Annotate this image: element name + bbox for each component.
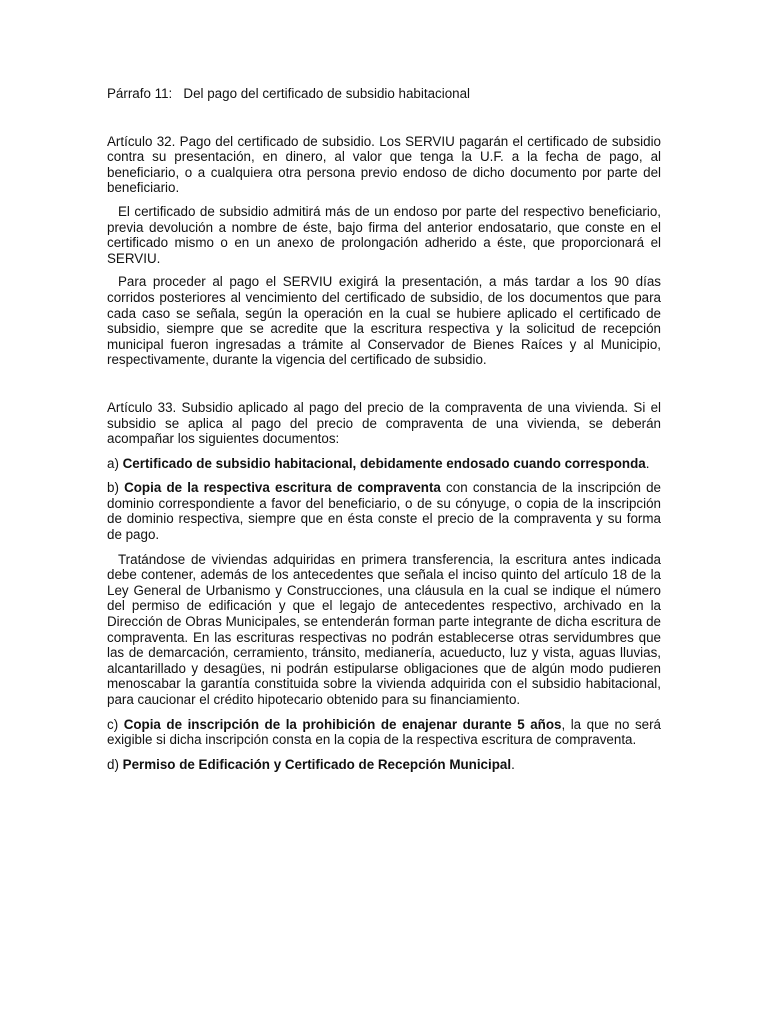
- article-33-item-c: [107, 717, 661, 748]
- item-a-bold-text: Certificado de subsidio habitacional, debidamente endosado cuando corresponda: [122, 455, 646, 471]
- document-body: [107, 86, 661, 772]
- article-33-intro: Artículo 33. Subsidio aplicado al pago del precio de la compraventa de una vivienda. Si el subsidio se aplica al pago del precio de compraventa de una vivienda, se deberán acompañar los siguientes documentos:: [107, 399, 661, 447]
- article-32-paragraph-2: El certificado de subsidio admitirá más de un endoso por parte del respectivo beneficiario, previa devolución a nombre de éste, bajo firma del anterior endosatario, que conste en el certificado mismo o en un anexo de prolongación adherido a éste, que proporcionará el SERVIU.: [107, 203, 661, 266]
- item-c-prefix: c): [107, 716, 124, 732]
- item-d-prefix: d): [107, 756, 123, 772]
- item-b-rest: con constancia de la inscripción de dominio correspondiente a favor del beneficiario, o de su cónyuge, o copia de la inscripción de dominio respectiva, siempre que en ésta conste el precio de la compraventa y su forma de pago.: [107, 480, 661, 543]
- item-c-bold-text: Copia de inscripción de la prohibición de enajenar durante 5 años: [123, 716, 562, 732]
- article-33-item-b: [107, 480, 661, 542]
- item-c-rest: , la que no será exigible si dicha inscripción consta en la copia de la respectiva escritura de compraventa.: [107, 716, 661, 748]
- spacer: [107, 471, 661, 480]
- item-b-prefix: b): [107, 480, 125, 496]
- item-d-bold-text: Permiso de Edificación y Certificado de Recepción Municipal: [122, 756, 512, 772]
- section-heading: Párrafo 11: Del pago del certificado de subsidio habitacional: [107, 86, 471, 101]
- spacer: [107, 266, 661, 274]
- article-33-item-d: [107, 757, 661, 773]
- item-b-bold-text: Copia de la respectiva escritura de compraventa: [124, 480, 441, 496]
- spacer: [107, 748, 661, 757]
- article-32-paragraph-1: Artículo 32. Pago del certificado de subsidio. Los SERVIU pagarán el certificado de subsidio contra su presentación, en dinero, al valor que tenga la U.F. a la fecha de pago, al beneficiario, o a cualquiera otra persona previo endoso de dicho documento por parte del beneficiario.: [107, 133, 661, 196]
- spacer: [107, 102, 661, 134]
- spacer: [107, 196, 661, 204]
- spacer: [107, 708, 661, 717]
- spacer: [107, 543, 661, 552]
- article-32-paragraph-3: Para proceder al pago el SERVIU exigirá la presentación, a más tardar a los 90 días corridos posteriores al vencimiento del certificado de subsidio, de los documentos que para cada caso se señala, según la operación en la cual se hubiere aplicado el certificado de subsidio, siempre que se acredite que la escritura respectiva y la solicitud de recepción municipal fueron ingresadas a trámite al Conservador de Bienes Raíces y al Municipio, respectivamente, durante la vigencia del certificado de subsidio.: [107, 274, 661, 368]
- article-33-item-a: [107, 456, 661, 472]
- item-a-rest: .: [645, 455, 650, 471]
- article-33-tratandose-paragraph: Tratándose de viviendas adquiridas en primera transferencia, la escritura antes indicada debe contener, además de los antecedentes que señala el inciso quinto del artículo 18 de la Ley General de Urbanismo y Construcciones, una cláusula en la cual se indique el número del permiso de edificación y que el legajo de antecedentes respectivo, archivado en la Dirección de Obras Municipales, se entenderán forman parte integrante de dicha escritura de compraventa. En las escrituras respectivas no podrán establecerse otras servidumbres que las de demarcación, cerramiento, tránsito, medianería, acueducto, luz y vista, aguas lluvias, alcantarillado y desagües, ni podrán estipularse obligaciones que de algún modo pudieren menoscabar la garantía constituida sobre la vivienda adquirida con el subsidio habitacional, para caucionar el crédito hipotecario obtenido para su financiamiento.: [107, 551, 661, 707]
- item-d-rest: .: [511, 756, 515, 772]
- item-a-prefix: a): [107, 455, 123, 471]
- spacer: [107, 368, 661, 400]
- spacer: [107, 447, 661, 456]
